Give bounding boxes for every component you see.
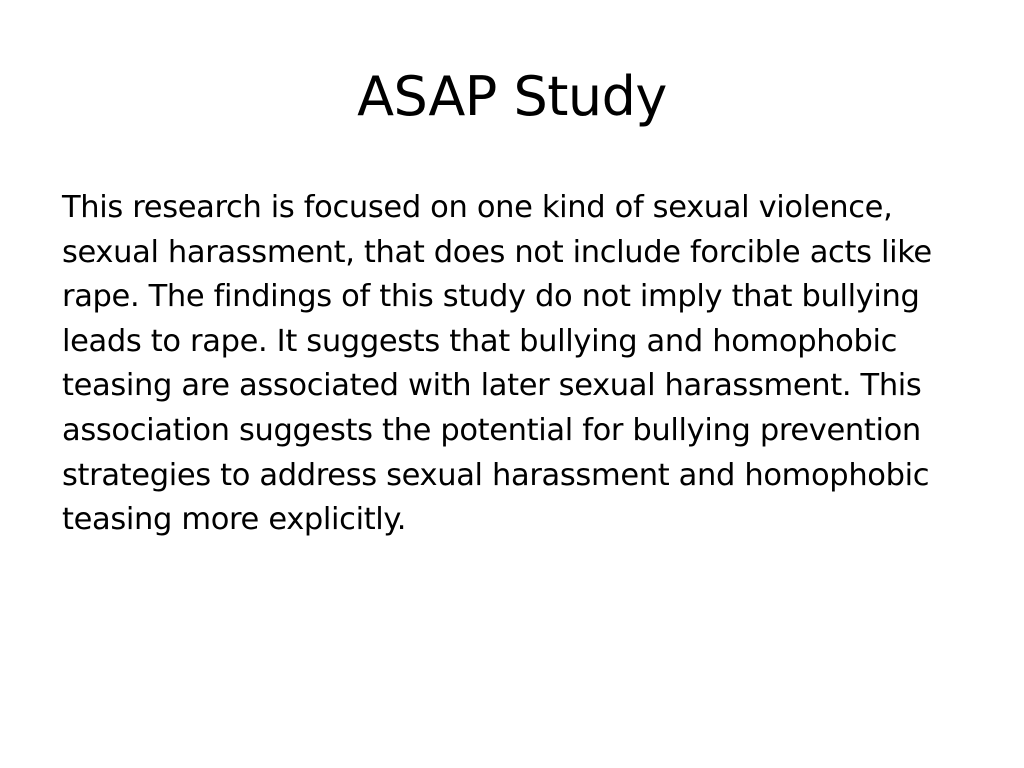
body-paragraph: This research is focused on one kind of sexual violence, sexual harassment, that does not include forcible acts like rape. The findings of this study do not imply that bullying leads to rape. It suggests that bullying and homophobic teasing are associated with later sexual harassment. This association suggests the potential for bullying prevention strategies to address sexual harassment and homophobic teasing more explicitly. — [62, 190, 932, 538]
slide-body — [62, 186, 982, 543]
slide-title: ASAP Study — [357, 65, 667, 128]
